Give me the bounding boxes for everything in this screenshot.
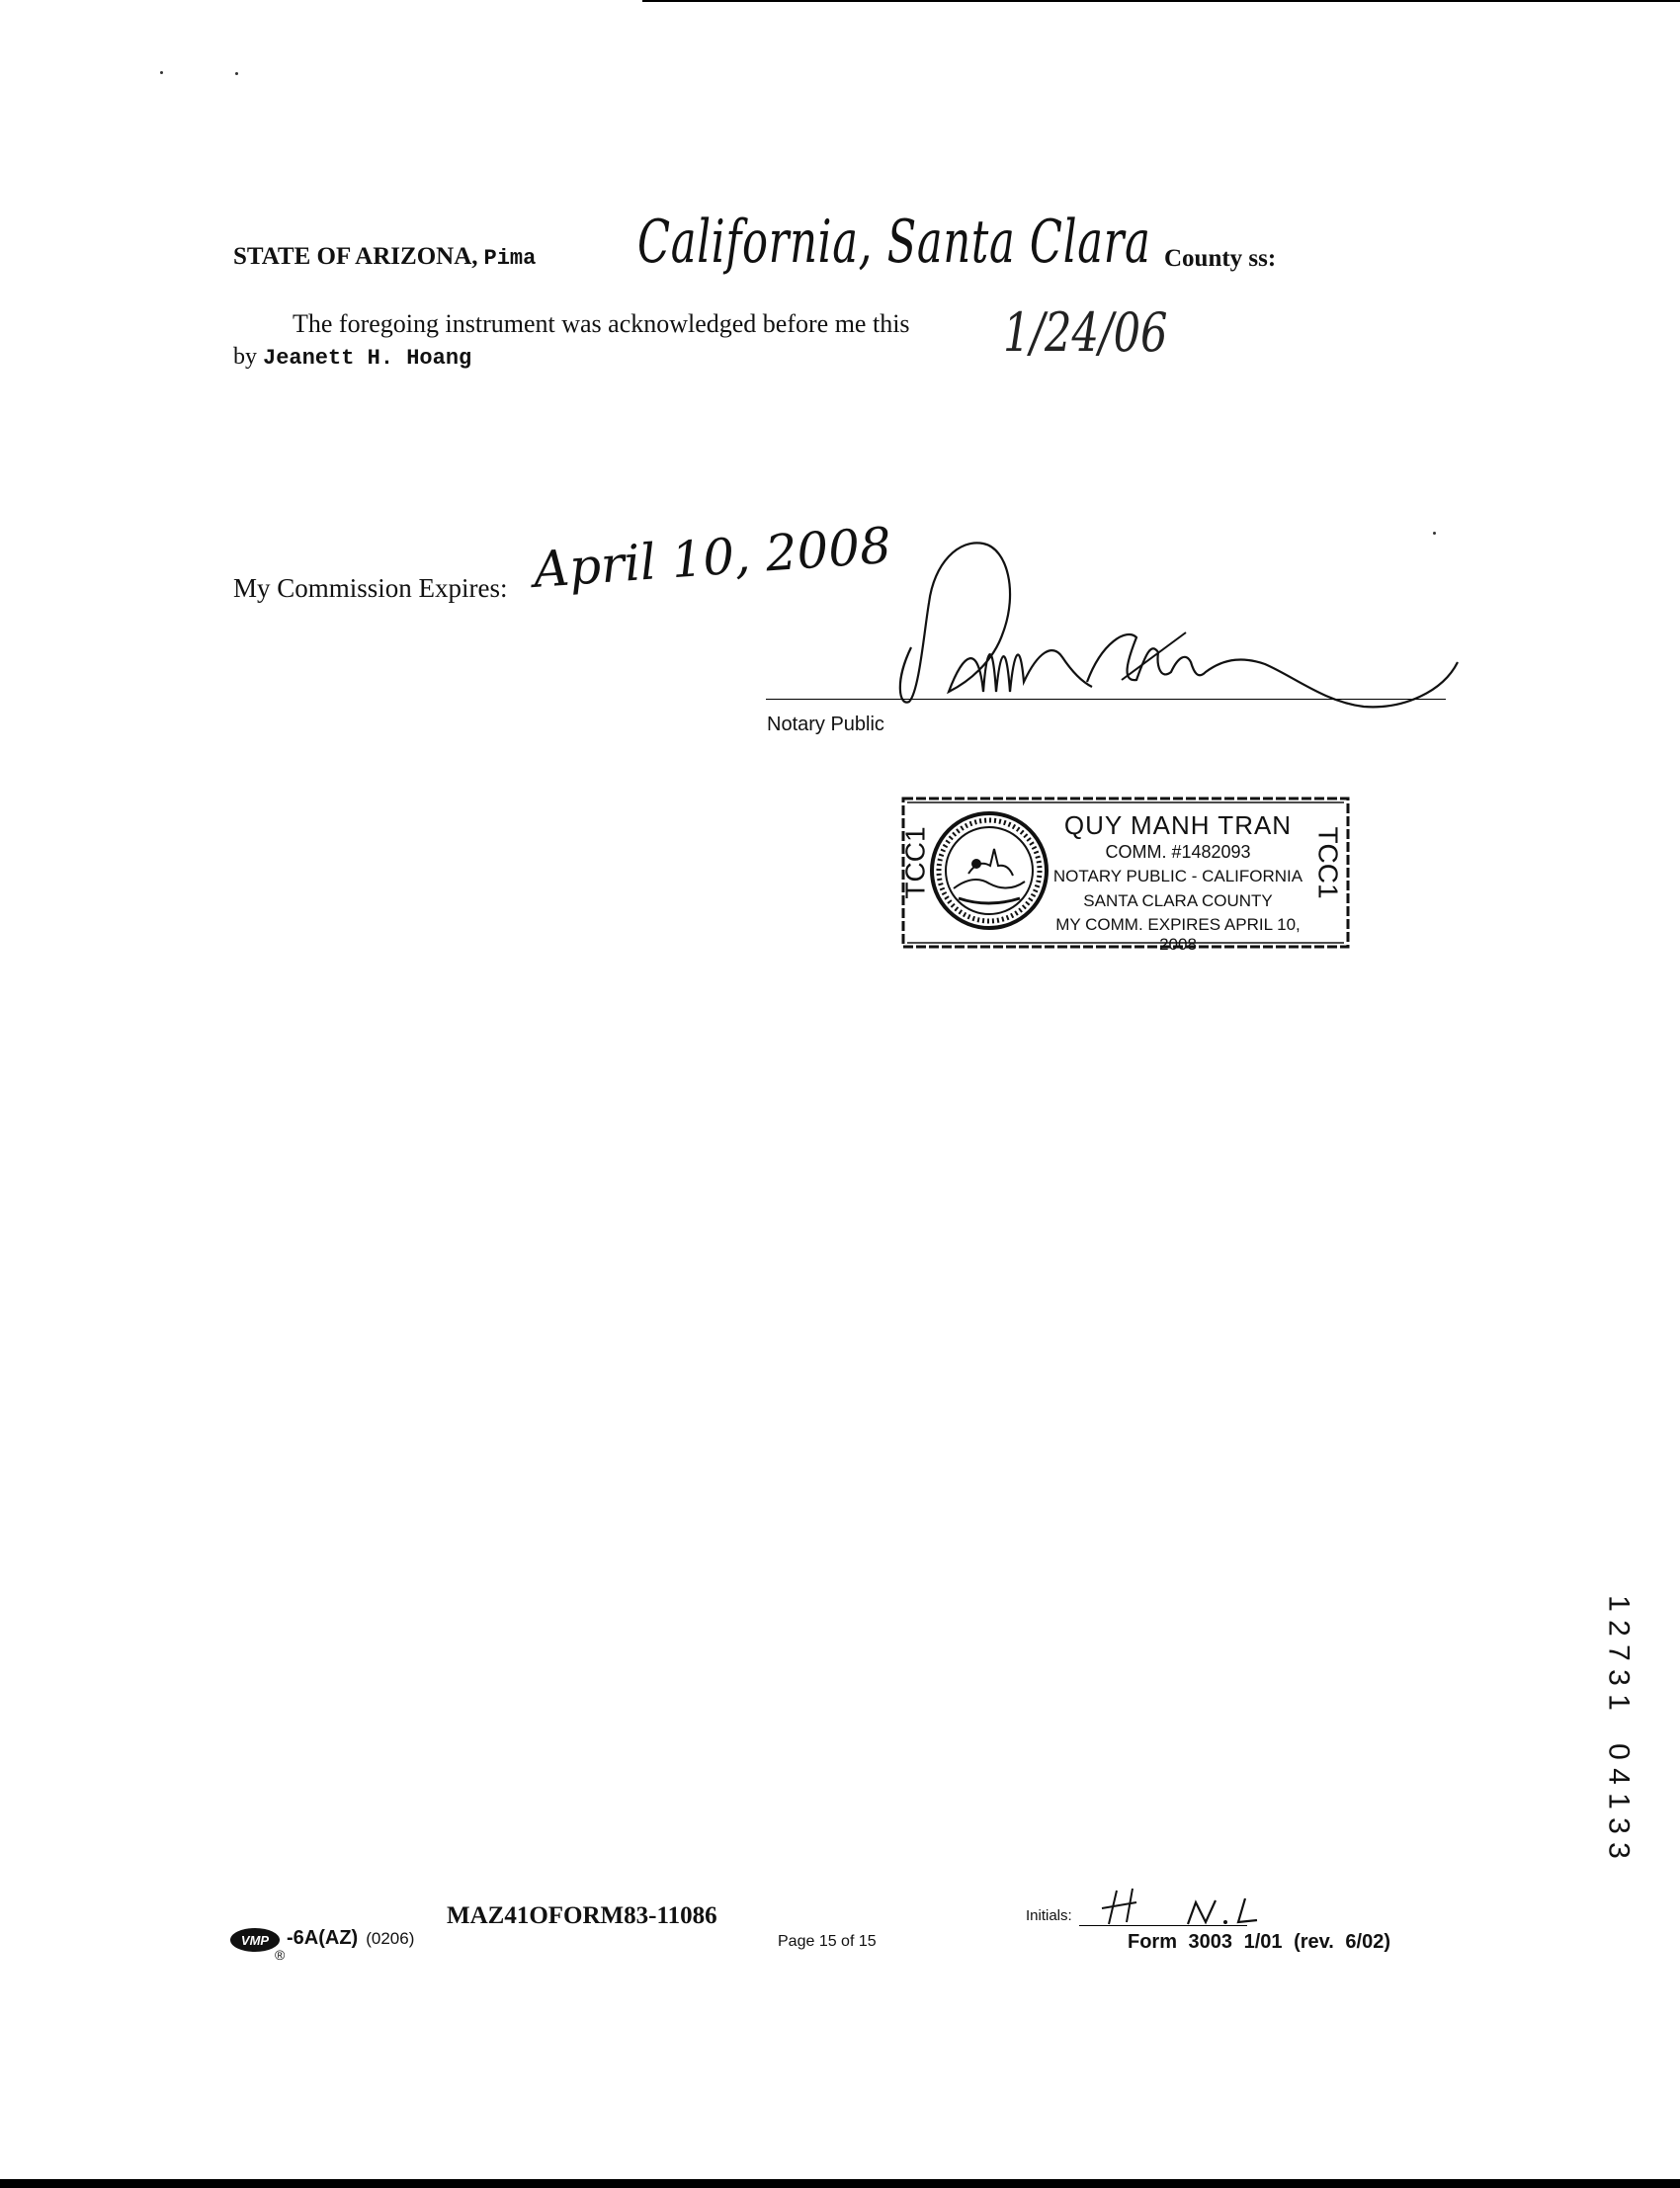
- california-seal-icon: [929, 804, 1050, 937]
- acknowledgment-text: The foregoing instrument was acknowledged before me this: [293, 309, 910, 338]
- side-code-char: 3: [1602, 1669, 1636, 1686]
- state-label: STATE OF ARIZONA,: [233, 243, 478, 270]
- side-code-char: 4: [1602, 1768, 1636, 1785]
- form-code: [287, 1927, 414, 1950]
- county-ss-label: County ss:: [1164, 245, 1277, 272]
- side-code-char: 0: [1602, 1743, 1636, 1760]
- page-number: Page 15 of 15: [778, 1933, 877, 1950]
- registered-mark: ®: [275, 1947, 286, 1963]
- stamp-commission-number: COMM. #1482093: [1105, 842, 1251, 862]
- side-code-char: 1: [1602, 1793, 1636, 1809]
- notary-signature-line: [766, 699, 1446, 700]
- handwritten-expiration: April 10, 2008: [531, 516, 893, 599]
- notary-signature: [889, 534, 1463, 721]
- stamp-notary-title: NOTARY PUBLIC - CALIFORNIA: [1052, 867, 1303, 885]
- handwritten-date: 1/24/06: [1003, 301, 1168, 364]
- side-code-char: 1: [1602, 1694, 1636, 1711]
- state-line: [233, 243, 536, 271]
- form-code-small: (0206): [366, 1929, 415, 1948]
- scan-speck: [160, 71, 163, 74]
- form-code-main: -6A(AZ): [287, 1927, 359, 1949]
- notary-stamp: [901, 793, 1351, 953]
- document-id: MAZ41OFORM83-11086: [447, 1902, 717, 1929]
- handwritten-initials: [1097, 1883, 1275, 1932]
- form-number: Form 3003 1/01 (rev. 6/02): [1128, 1931, 1390, 1953]
- vmp-logo-icon: [229, 1927, 281, 1953]
- county-typed: Pima: [483, 246, 537, 271]
- stamp-county: SANTA CLARA COUNTY: [1083, 891, 1273, 910]
- side-code-char: 1: [1602, 1595, 1636, 1612]
- stamp-side-code-right: TCC1: [1312, 826, 1344, 899]
- svg-text:VMP: VMP: [240, 1933, 270, 1948]
- initials-label: Initials:: [1026, 1907, 1072, 1924]
- side-code-char: 3: [1602, 1817, 1636, 1834]
- acknowledged-by-line: [233, 344, 471, 371]
- signer-name: Jeanett H. Hoang: [263, 346, 472, 371]
- bottom-border-line: [0, 2179, 1680, 2188]
- side-code-char: 3: [1602, 1842, 1636, 1859]
- top-border-line: [642, 0, 1680, 2]
- notary-public-label: Notary Public: [767, 714, 884, 735]
- stamp-expiration: MY COMM. EXPIRES APRIL 10, 2008: [1055, 915, 1301, 954]
- scan-speck: [235, 72, 238, 75]
- commission-expires-label: My Commission Expires:: [233, 573, 508, 603]
- side-code-char: 2: [1602, 1620, 1636, 1637]
- side-code-char: 7: [1602, 1644, 1636, 1661]
- stamp-notary-name: QUY MANH TRAN: [1063, 810, 1293, 840]
- side-recording-code: [1599, 1591, 1638, 1863]
- by-label: by: [233, 344, 257, 370]
- handwritten-county: California, Santa Clara: [637, 208, 1151, 277]
- stamp-side-code-left: TCC1: [899, 826, 931, 899]
